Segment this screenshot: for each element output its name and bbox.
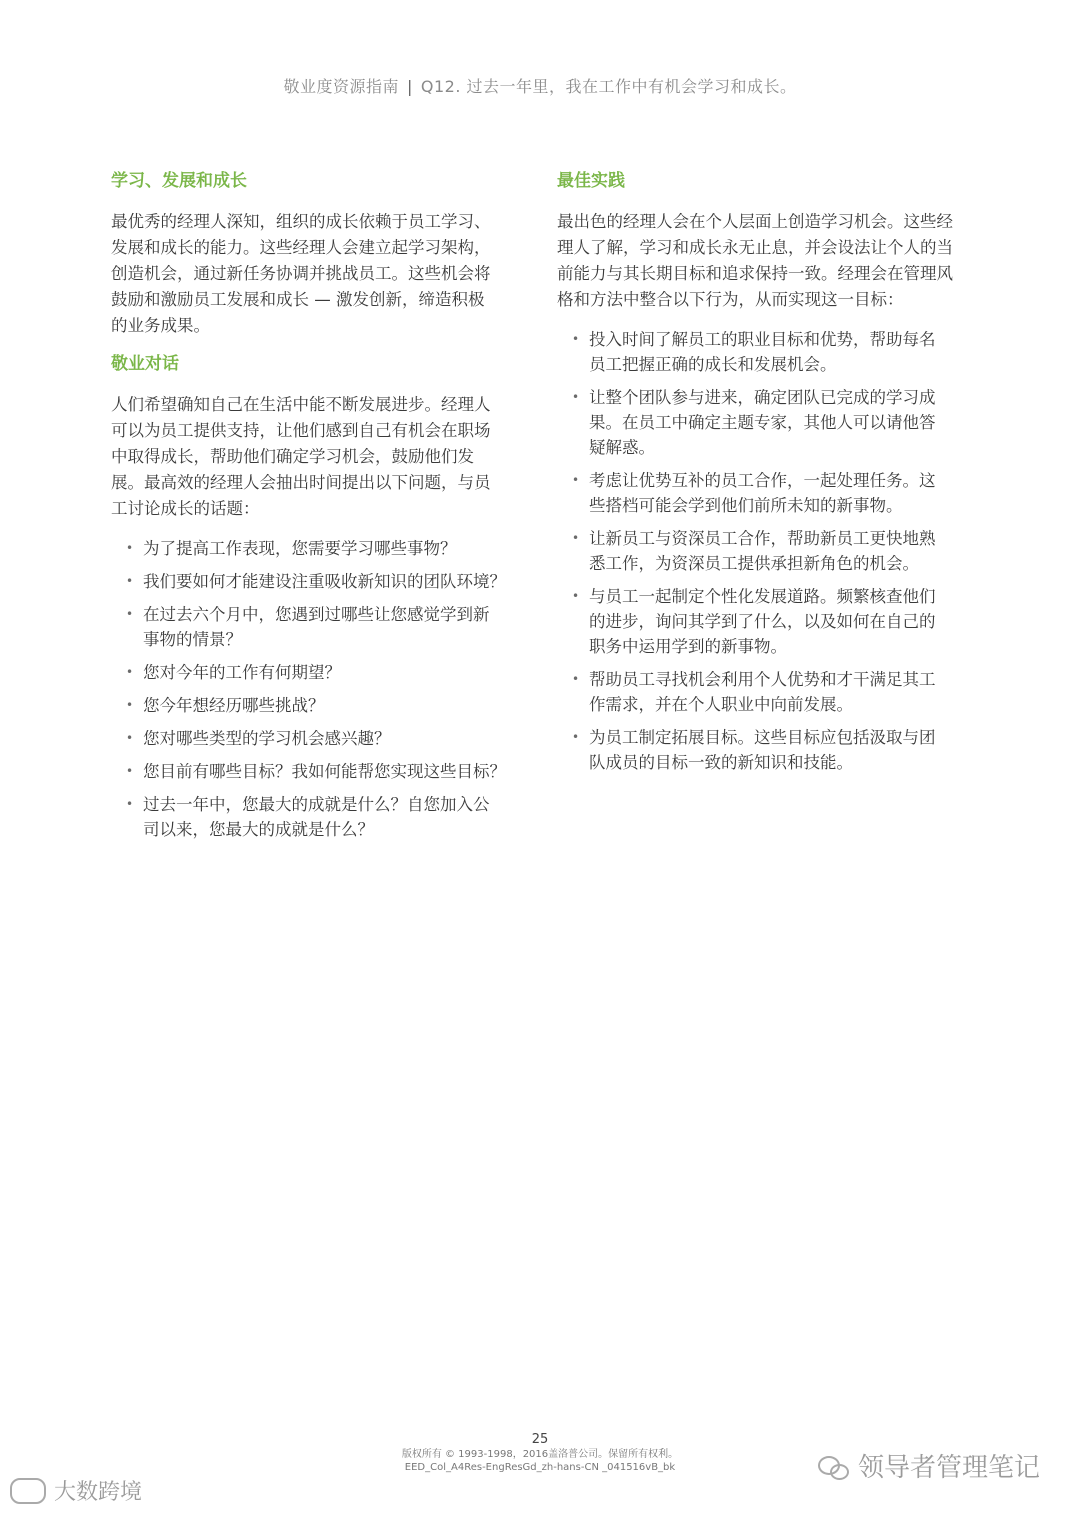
text-line: 在过去六个月中，您遇到过哪些让您感觉学到新 [143, 605, 490, 624]
list-item [557, 526, 969, 576]
text-line: 疑解惑。 [589, 438, 655, 457]
page-header [0, 74, 1080, 97]
practice-list [557, 327, 969, 775]
text-line: 事物的情景？ [143, 630, 242, 649]
text-line: 投入时间了解员工的职业目标和优势，帮助每名 [589, 330, 936, 349]
paragraph-best-practices [557, 209, 969, 313]
question-list [111, 536, 523, 842]
text-line: 与员工一起制定个性化发展道路。频繁核查他们 [589, 587, 936, 606]
paragraph-learning [111, 209, 523, 339]
list-item [557, 327, 969, 377]
text-line: 前能力与其长期目标和追求保持一致。经理会在管理风 [557, 264, 953, 283]
text-line: 为了提高工作表现，您需要学习哪些事物？ [143, 539, 457, 558]
list-item [111, 536, 523, 561]
text-line: 您对哪些类型的学习机会感兴趣？ [143, 729, 391, 748]
bullet-icon: • [126, 731, 134, 745]
text-line: 果。在员工中确定主题专家，其他人可以请他答 [589, 413, 936, 432]
text-line: 可以为员工提供支持，让他们感到自己有机会在职场 [111, 421, 491, 440]
watermark-left-text: 大数跨境 [54, 1480, 143, 1505]
text-line: 悉工作，为资深员工提供承担新角色的机会。 [589, 554, 919, 573]
text-line: 展。最高效的经理人会抽出时间提出以下问题，与员 [111, 473, 491, 492]
list-item [557, 468, 969, 518]
bullet-icon: • [572, 390, 580, 404]
section-heading-best-practices: 最佳实践 [557, 171, 625, 191]
bullet-icon: • [126, 665, 134, 679]
bullet-icon: • [572, 672, 580, 686]
text-line: 最优秀的经理人深知，组织的成长依赖于员工学习、 [111, 212, 491, 231]
list-item [111, 602, 523, 652]
text-line: 鼓励和激励员工发展和成长 — 激发创新，缔造积极 [111, 290, 485, 309]
text-line: 让整个团队参与进来，确定团队已完成的学习成 [589, 388, 936, 407]
text-line: 格和方法中整合以下行为，从而实现这一目标： [557, 290, 904, 309]
page-number: 25 [531, 1432, 549, 1447]
text-line: 员工把握正确的成长和发展机会。 [589, 355, 837, 374]
wechat-icon [818, 1454, 848, 1478]
list-item [557, 667, 969, 717]
text-line: 我们要如何才能建设注重吸收新知识的团队环境？ [143, 572, 506, 591]
text-line: 考虑让优势互补的员工合作，一起处理任务。这 [589, 471, 936, 490]
header-guide-title: 敬业度资源指南 [283, 77, 399, 96]
header-separator: | [406, 77, 413, 96]
text-line: 您今年想经历哪些挑战？ [143, 696, 325, 715]
text-line: 最出色的经理人会在个人层面上创造学习机会。这些经 [557, 212, 953, 231]
section-heading-conversation: 敬业对话 [111, 354, 179, 374]
text-line: 帮助员工寻找机会利用个人优势和才干满足其工 [589, 670, 936, 689]
watermark-right [818, 1447, 1040, 1484]
bullet-icon: • [126, 607, 134, 621]
right-column [557, 170, 969, 783]
left-column [111, 170, 523, 850]
bullet-icon: • [572, 473, 580, 487]
bullet-icon: • [126, 574, 134, 588]
list-item [111, 726, 523, 751]
list-item [111, 693, 523, 718]
list-item [111, 660, 523, 685]
text-line: 的业务成果。 [111, 316, 210, 335]
list-item [111, 569, 523, 594]
bullet-icon: • [126, 541, 134, 555]
watermark-right-text: 领导者管理笔记 [858, 1453, 1041, 1483]
list-item [557, 385, 969, 460]
text-line: 过去一年中，您最大的成就是什么？自您加入公 [143, 795, 490, 814]
text-line: 中取得成长，帮助他们确定学习机会，鼓励他们发 [111, 447, 474, 466]
list-item [111, 759, 523, 784]
list-item [557, 584, 969, 659]
bullet-icon: • [572, 589, 580, 603]
bullet-icon: • [572, 332, 580, 346]
text-line: 创造机会，通过新任务协调并挑战员工。这些机会将 [111, 264, 491, 283]
paragraph-conversation [111, 392, 523, 522]
watermark-left [10, 1475, 142, 1506]
header-question: Q12. 过去一年里，我在工作中有机会学习和成长。 [420, 77, 797, 96]
text-line: 为员工制定拓展目标。这些目标应包括汲取与团 [589, 728, 936, 747]
text-line: 发展和成长的能力。这些经理人会建立起学习架构， [111, 238, 491, 257]
chat-bubble-icon [10, 1478, 46, 1504]
text-line: 工讨论成长的话题： [111, 499, 260, 518]
text-line: 些搭档可能会学到他们前所未知的新事物。 [589, 496, 903, 515]
bullet-icon: • [572, 730, 580, 744]
bullet-icon: • [126, 698, 134, 712]
text-line: 您对今年的工作有何期望？ [143, 663, 341, 682]
text-line: 队成员的目标一致的新知识和技能。 [589, 753, 853, 772]
text-line: 职务中运用学到的新事物。 [589, 637, 787, 656]
bullet-icon: • [572, 531, 580, 545]
list-item [111, 792, 523, 842]
text-line: 司以来，您最大的成就是什么？ [143, 820, 374, 839]
copyright-notice: 版权所有 © 1993-1998，2016盖洛普公司。保留所有权利。 [401, 1449, 679, 1460]
text-line: 的进步，询问其学到了什么，以及如何在自己的 [589, 612, 936, 631]
bullet-icon: • [126, 764, 134, 778]
text-line: 让新员工与资深员工合作，帮助新员工更快地熟 [589, 529, 936, 548]
text-line: 理人了解，学习和成长永无止息，并会设法让个人的当 [557, 238, 953, 257]
text-line: 作需求，并在个人职业中向前发展。 [589, 695, 853, 714]
bullet-icon: • [126, 797, 134, 811]
text-line: 您目前有哪些目标？我如何能帮您实现这些目标？ [143, 762, 506, 781]
section-heading-learning: 学习、发展和成长 [111, 171, 247, 191]
list-item [557, 725, 969, 775]
text-line: 人们希望确知自己在生活中能不断发展进步。经理人 [111, 395, 491, 414]
document-code: EED_Col_A4Res-EngResGd_zh-hans-CN _041516vB_bk [404, 1462, 676, 1473]
